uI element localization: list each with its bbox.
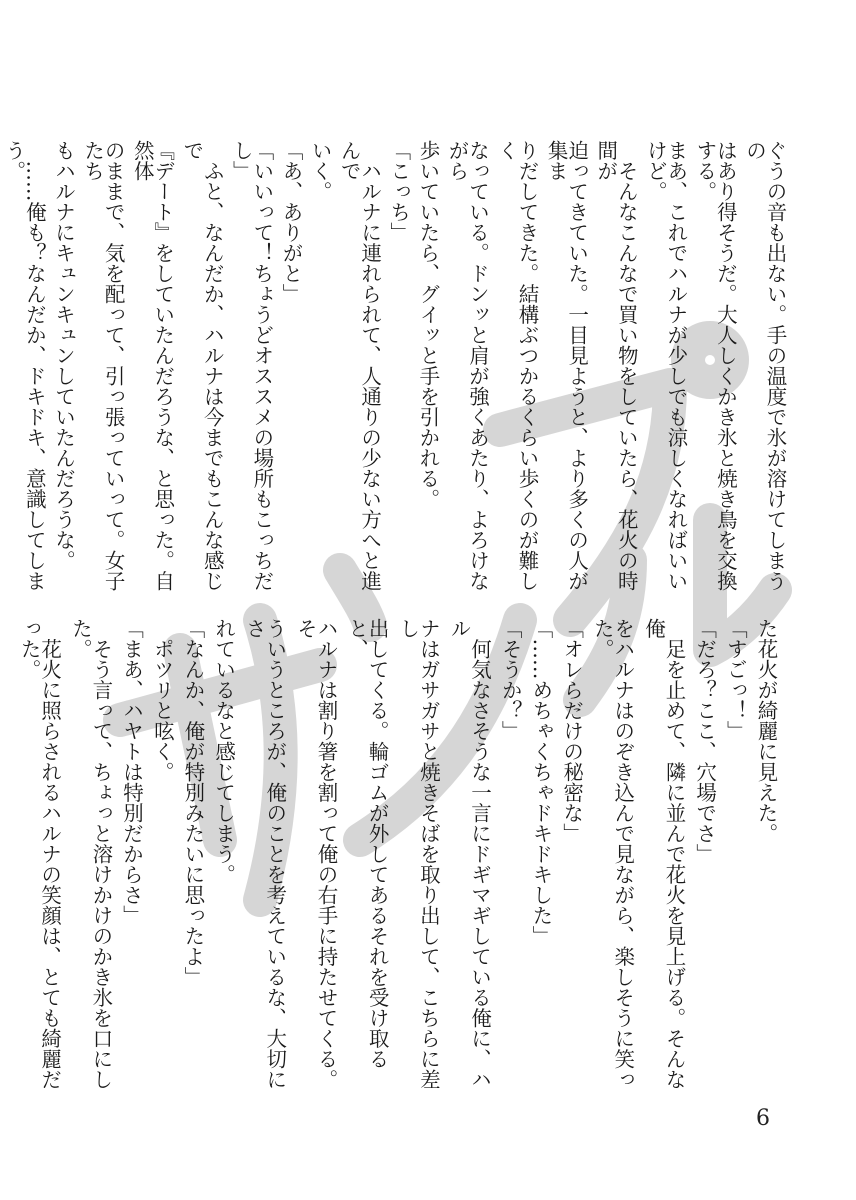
text-block-lower xyxy=(17,618,778,1096)
text-line: はあり得そうだ。大人しくかき氷と焼き鳥を交換する。 xyxy=(692,140,738,591)
text-line: 「……めちゃくちゃドキドキした」 xyxy=(528,618,553,946)
text-line: ……俺も？なんだか、ドキドキ、意識してしまう。 xyxy=(1,140,47,591)
text-line: もハルナにキュンキュンしていたんだろうな。 xyxy=(51,140,76,571)
text-line: 「そうか？」 xyxy=(498,618,523,741)
text-line: のままで、気を配って、引っ張っていって。女子たち xyxy=(80,140,126,591)
text-line: 何気なさそうな一言にドギマギしている俺に、ハル xyxy=(447,618,492,1090)
text-line: ういうところが、俺のことを考えているな、大切にさ xyxy=(242,618,287,1090)
text-line: ナはガサガサと焼きそばを取り出して、こちらに差し xyxy=(395,618,441,1090)
text-line: なっている。ドンッと肩が強くあたり、よろけながら xyxy=(444,140,490,591)
text-line: 花火に照らされるハルナの笑顔は、とても綺麗だった。 xyxy=(17,618,62,1090)
text-line: 足を止めて、隣に並んで花火を見上げる。そんな俺 xyxy=(641,618,686,1090)
text-line: 「いいって！ちょうどオススメの場所もこっちだし」 xyxy=(229,140,274,591)
text-line: ハルナに連れられて、人通りの少ない方へと進んで xyxy=(337,140,382,591)
text-line: ふと、なんだか、ハルナは今までもこんな感じで xyxy=(179,140,225,591)
text-line: まあ、これでハルナが少しでも涼しくなればいいけど。 xyxy=(643,140,688,591)
text-line: た花火が綺麗に見えた。 xyxy=(754,618,778,844)
text-line: いく。 xyxy=(308,140,333,202)
text-line: 「オレらだけの秘密な」 xyxy=(559,618,584,844)
text-line: ハルナは割り箸を割って俺の右手に持たせてくる。そ xyxy=(293,618,338,1090)
text-line: 「すごっ！」 xyxy=(723,618,748,741)
page-number: 6 xyxy=(756,1106,770,1131)
text-line: そんなこんなで買い物をしていたら、花火の時間が xyxy=(593,140,639,591)
text-line: そう言って、ちょっと溶けかけのかき氷を口にした。 xyxy=(68,618,113,1090)
text-line: をハルナはのぞき込んで見ながら、楽しそうに笑った。 xyxy=(590,618,635,1090)
text-line: 「こっち」 xyxy=(386,140,411,243)
text-block-upper xyxy=(1,140,787,592)
text-line: 「だろ？ここ、穴場でさ」 xyxy=(692,618,717,864)
text-line: 「あ、ありがと」 xyxy=(278,140,303,304)
text-line: 出してくる。輪ゴムが外してあるそれを受け取ると、 xyxy=(344,618,390,1069)
text-line: 『デート』をしていたんだろうな、と思った。自然体 xyxy=(130,140,175,591)
text-line: りだしてきた。結構ぶつかるくらい歩くのが難しく xyxy=(494,140,540,591)
text-line: れているなと感じてしまう。 xyxy=(211,618,236,885)
text-line: 歩いていたら、グイッと手を引かれる。 xyxy=(415,140,440,509)
text-line: 「なんか、俺が特別みたいに思ったよ」 xyxy=(180,618,205,987)
text-line: 迫ってきていた。一目見ようと、より多くの人が集ま xyxy=(544,140,589,591)
text-line: 「まあ、ハヤトは特別だからさ」 xyxy=(119,618,144,926)
text-line: ポツリと呟く。 xyxy=(150,618,175,782)
text-line: ぐうの音も出ない。手の温度で氷が溶けてしまうの xyxy=(742,140,787,591)
